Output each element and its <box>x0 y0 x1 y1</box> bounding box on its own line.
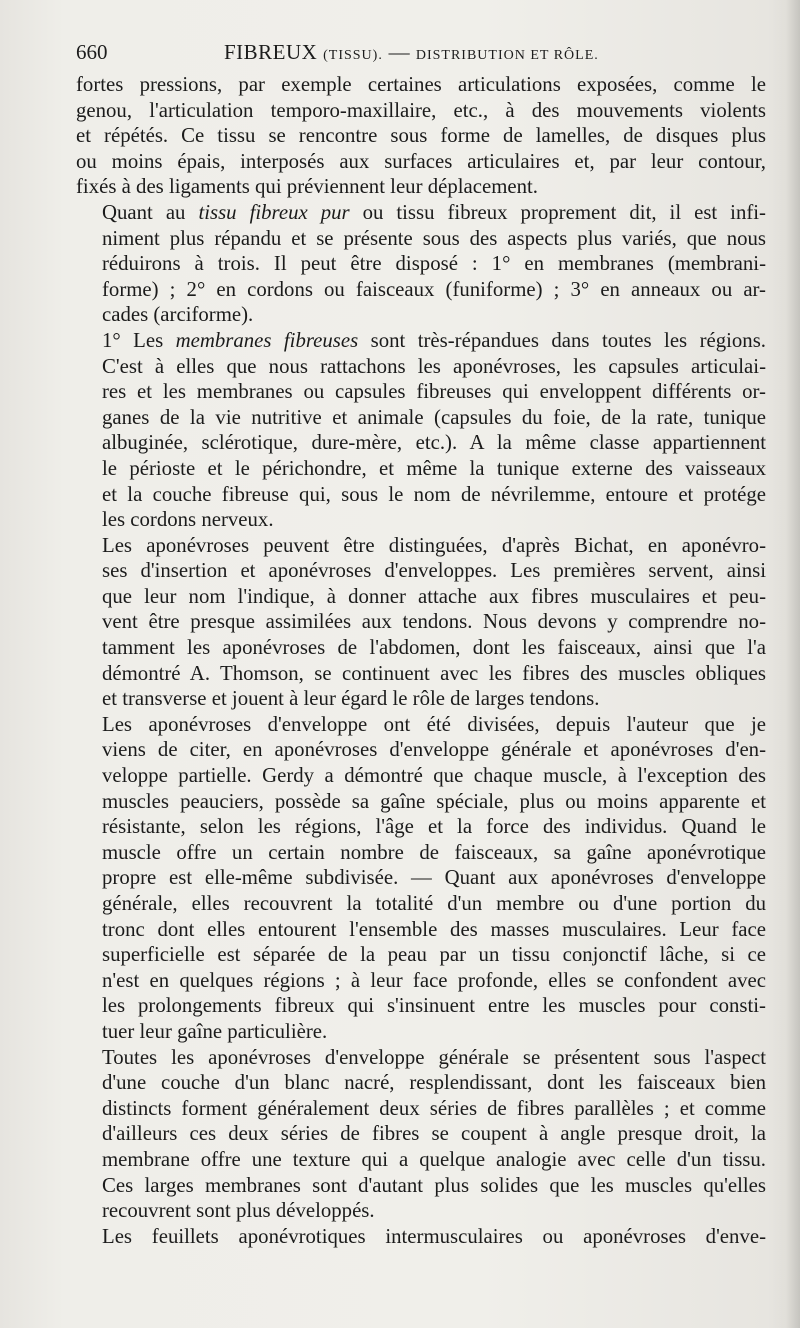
paragraph-aponevroses-enveloppe <box>76 712 766 1045</box>
text-line: genou, l'articulation temporo-maxillaire, etc., à des mouvements violents <box>76 98 766 122</box>
text-line: et la couche fibreuse qui, sous le nom de névrilemme, entoure et protége <box>102 482 766 506</box>
text-line: Les aponévroses peuvent être distinguées, d'après Bichat, en aponévro- <box>102 533 766 557</box>
text-line: ses d'insertion et aponévroses d'enveloppes. Les premières servent, ainsi <box>102 559 766 583</box>
paragraph-aponevroses-bichat <box>76 533 766 712</box>
text-line: veloppe partielle. Gerdy a démontré que chaque muscle, à l'exception des <box>102 764 766 788</box>
text-line: résistante, selon les régions, l'âge et la force des individus. Quand le <box>102 815 766 839</box>
text-line: tuer leur gaîne particulière. <box>102 1019 328 1043</box>
text-line: Quant au tissu fibreux pur ou tissu fibreux proprement dit, il est infi- <box>102 200 766 224</box>
text-line: recouvrent sont plus développés. <box>102 1199 375 1223</box>
italic-term: membranes fibreuses <box>175 328 359 352</box>
text-line: distincts forment généralement deux séries de fibres parallèles ; et comme <box>102 1096 766 1120</box>
text-line: Les feuillets aponévrotiques intermusculaires ou aponévroses d'enve- <box>102 1224 766 1248</box>
text-line: réduirons à trois. Il peut être disposé : 1° en membranes (membrani- <box>102 252 766 276</box>
title-paren: (TISSU). <box>323 48 383 63</box>
text-line: Ces larges membranes sont d'autant plus solides que les muscles qu'elles <box>102 1173 766 1197</box>
text-line: superficielle est séparée de la peau par un tissu conjonctif lâche, si ce <box>102 943 766 967</box>
running-header <box>76 36 766 72</box>
text-line: Les aponévroses d'enveloppe ont été divisées, depuis l'auteur que je <box>102 712 766 736</box>
title-main: FIBREUX <box>224 40 318 64</box>
text-line: fortes pressions, par exemple certaines articulations exposées, comme le <box>76 73 766 96</box>
text-line: muscle offre un certain nombre de faisceaux, sa gaîne aponévrotique <box>102 840 766 864</box>
text-line: que leur nom l'indique, à donner attache aux fibres musculaires et peu- <box>102 584 766 608</box>
paragraph-feuillets-intermusculaires <box>76 1224 766 1250</box>
text-line: fixés à des ligaments qui préviennent leur déplacement. <box>76 175 538 199</box>
title-dash: — <box>388 40 411 64</box>
text-line: le périoste et le périchondre, et même la tunique externe des vaisseaux <box>102 456 766 480</box>
text-line: cades (arciforme). <box>102 303 254 327</box>
text-line: et répétés. Ce tissu se rencontre sous forme de lamelles, de disques plus <box>76 124 766 148</box>
paragraph-continuation <box>76 72 766 200</box>
text-line: propre est elle-même subdivisée. — Quant aux aponévroses d'enveloppe <box>102 866 766 890</box>
text-line: viens de citer, en aponévroses d'enveloppe générale et aponévroses d'en- <box>102 738 766 762</box>
text-line: membrane offre une texture qui a quelque analogie avec celle d'un tissu. <box>102 1147 766 1171</box>
text-line: démontré A. Thomson, se continuent avec les fibres des muscles obliques <box>102 661 766 685</box>
paragraph-membranes-fibreuses <box>76 328 766 533</box>
text-line: niment plus répandu et se présente sous des aspects plus variés, que nous <box>102 226 766 250</box>
body-text <box>76 72 766 1249</box>
text-line: 1° Les membranes fibreuses sont très-répandues dans toutes les régions. <box>102 328 766 352</box>
text-line: d'ailleurs ces deux séries de fibres se coupent à angle presque droit, la <box>102 1122 766 1146</box>
text-line: albuginée, sclérotique, dure-mère, etc.). A la même classe appartiennent <box>102 431 766 455</box>
text-line: n'est en quelques régions ; à leur face profonde, elles se confondent avec <box>102 968 766 992</box>
text-line: vent être presque assimilées aux tendons. Nous devons y comprendre no- <box>102 610 766 634</box>
page-number: 660 <box>76 40 108 64</box>
text-line: les cordons nerveux. <box>102 508 274 532</box>
text-line: les prolongements fibreux qui s'insinuent entre les muscles pour consti- <box>102 994 766 1018</box>
text-line: res et les membranes ou capsules fibreuses qui enveloppent différents or- <box>102 380 766 404</box>
text-line: C'est à elles que nous rattachons les aponévroses, les capsules articulai- <box>102 354 766 378</box>
text-line: forme) ; 2° en cordons ou faisceaux (funiforme) ; 3° en anneaux ou ar- <box>102 277 766 301</box>
paragraph-enveloppe-generale <box>76 1045 766 1224</box>
page-edge-shadow <box>786 0 800 1328</box>
text-line: et transverse et jouent à leur égard le rôle de larges tendons. <box>102 687 600 711</box>
text-line: générale, elles recouvrent la totalité d'un membre ou d'une portion du <box>102 892 766 915</box>
text-line: ou moins épais, interposés aux surfaces articulaires et, par leur contour, <box>76 149 766 173</box>
text-line: muscles peauciers, possède sa gaîne spéciale, plus ou moins apparente et <box>102 789 766 813</box>
paragraph-tissu-fibreux-pur <box>76 200 766 328</box>
text-line: tronc dont elles entourent l'ensemble des masses musculaires. Leur face <box>102 917 766 941</box>
text-line: tamment les aponévroses de l'abdomen, dont les faisceaux, ainsi que l'a <box>102 636 766 660</box>
text-line: Toutes les aponévroses d'enveloppe générale se présentent sous l'aspect <box>102 1045 766 1069</box>
text-line: ganes de la vie nutritive et animale (capsules du foie, de la rate, tunique <box>102 405 766 429</box>
italic-term: tissu fibreux pur <box>198 200 350 224</box>
running-title <box>224 40 599 65</box>
title-section: DISTRIBUTION ET RÔLE. <box>415 48 599 63</box>
text-line: d'une couche d'un blanc nacré, resplendissant, dont les faisceaux bien <box>102 1071 766 1095</box>
